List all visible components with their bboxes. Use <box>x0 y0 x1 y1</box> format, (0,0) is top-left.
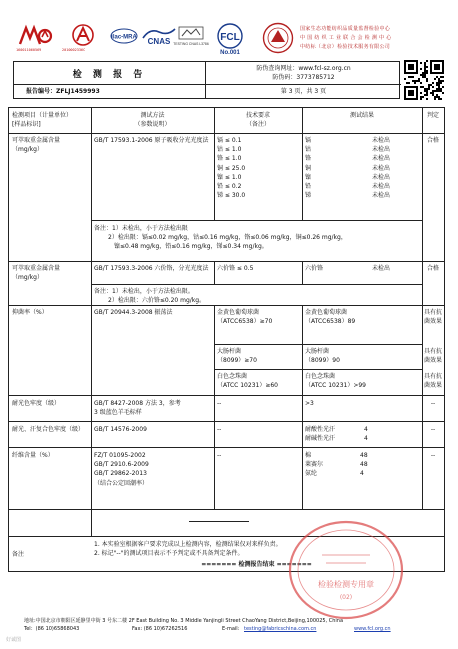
svg-text:(02): (02) <box>339 594 353 601</box>
req-pb: 铅 ≤ 0.2 <box>217 183 242 191</box>
footer-fax: Fax: (86 10)67262516 <box>132 626 188 632</box>
lightfast-item: 耐光色牢度（级） <box>12 400 61 407</box>
report-number <box>14 85 206 99</box>
sweat-requirement: -- <box>217 426 222 433</box>
heavy-metal-requirements <box>217 136 301 200</box>
antibacterial-verdict-3: 具有抗 菌效果 <box>423 373 442 390</box>
chromium-verdict: 合格 <box>426 265 439 272</box>
result-row: 钴 未检出 <box>305 146 391 154</box>
svg-text:ilac-MRA: ilac-MRA <box>111 34 137 41</box>
sweat-method: GB/T 14576-2009 <box>94 426 147 433</box>
antibacterial-verdict-2: 具有抗 菌效果 <box>423 348 442 365</box>
svg-text:CNAS: CNAS <box>147 37 171 46</box>
antibacterial-res-3: 白色念珠菌 （ATCC 10231）>99 <box>305 373 366 390</box>
cma-number: 160011060569 <box>16 48 42 52</box>
chromium-method: GB/T 17593.3-2006 六价铬，分光光度法 <box>94 265 209 272</box>
result-row: 锑 未检出 <box>305 192 391 200</box>
certification-logos <box>16 22 256 58</box>
anti-counterfeit-info <box>206 62 401 85</box>
svg-text:检验检测专用章: 检验检测专用章 <box>318 580 374 589</box>
testing-icon <box>173 26 209 48</box>
heavy-metal-verdict: 合格 <box>426 137 439 144</box>
code-label: 防伪码： <box>272 74 297 81</box>
antibacterial-res-2: 大肠杆菌 （8099）90 <box>305 348 340 365</box>
org-seal-icon <box>262 22 294 54</box>
sweat-verdict: -- <box>430 426 436 433</box>
result-row: 铬 未检出 <box>305 155 391 163</box>
fcl-icon <box>212 22 248 56</box>
fiber-result-lyocell: 莱赛尔 48 <box>305 461 368 468</box>
req-co: 钴 ≤ 1.0 <box>217 146 242 154</box>
req-sb: 锑 ≤ 30.0 <box>217 192 246 200</box>
header-item: 检测项目（计量单位） [样品标识] <box>12 112 73 129</box>
antibacterial-req-1: 金黄色葡萄球菌 （ATCC6538）≥70 <box>217 309 273 326</box>
sweat-result-alkali: 耐碱性光汗 4 <box>305 435 368 442</box>
report-number-value: ZFLJ1459993 <box>56 88 100 95</box>
req-cu: 铜 ≤ 25.0 <box>217 164 246 172</box>
svg-text:FCL: FCL <box>220 32 240 43</box>
chromium-note: 备注：1）未检出，小于方法检出限。 2）检出限：六价铬≤0.20 mg/kg。 <box>94 288 206 305</box>
qr-code-icon[interactable] <box>404 60 444 100</box>
org-line-1: 国家生态功能纺织品质量监督检验中心 <box>300 26 391 32</box>
antibacterial-req-2: 大肠杆菌 （8099）≥70 <box>217 348 257 365</box>
org-line-3: 中纺标（北京）检验技术服务有限公司 <box>300 44 391 50</box>
antibacterial-verdict-1: 具有抗 菌效果 <box>423 309 442 326</box>
chromium-item: 可萃取重金属含量 （mg/kg） <box>12 265 61 282</box>
req-cd: 镉 ≤ 0.1 <box>217 137 242 144</box>
sweat-item: 耐光、汗复合色牢度（级） <box>12 426 85 433</box>
svg-text:TESTING CNAS L3786: TESTING CNAS L3786 <box>173 42 209 46</box>
remarks-label: 备注 <box>12 551 25 558</box>
header-requirement: 技术要求 （备注） <box>245 112 270 129</box>
footer-tel: Tel：(86 10)65868043 <box>24 626 80 632</box>
fiber-item: 纤维含量（%） <box>12 452 54 459</box>
req-ni: 镍 ≤ 1.0 <box>217 173 242 181</box>
page-indicator: 第 3 页，共 3 页 <box>280 88 327 95</box>
lightfast-requirement: -- <box>217 400 222 407</box>
watermark: 好诚图 <box>6 637 22 643</box>
a-number: 2010002336C <box>62 48 86 52</box>
antibacterial-req-3: 白色念珠菌 （ATCC 10231）≥60 <box>217 373 278 390</box>
heavy-metal-results <box>302 136 422 202</box>
report-title: 检 测 报 告 <box>14 62 206 85</box>
remarks-text: 1. 本实验室根据客户要求完成以上检测内容，检测结果仅对来样负责。 2. 标记"--"的测试项目表示不予判定或不具备判定条件。 <box>94 541 282 558</box>
result-row: 镉 未检出 <box>305 137 391 144</box>
header-verdict: 判定 <box>426 112 439 119</box>
svg-text:No.001: No.001 <box>220 50 240 56</box>
result-row: 镍 未检出 <box>305 173 391 181</box>
antibacterial-item: 抑菌率（%） <box>12 309 48 316</box>
fiber-methods: FZ/T 01095-2002 GB/T 2910.6-2009 GB/T 29862-2013 （结合公定回潮率） <box>94 452 149 487</box>
inspection-seal-icon <box>282 515 410 625</box>
fiber-result-cotton: 棉 48 <box>305 452 368 459</box>
footer-address: 地址:中国北京市朝阳区延静里中街 3 号东二楼 2F East Building No. 3 Middle Yanjingli Street ChaoYang District,Beijing,100025, China <box>24 618 344 624</box>
code-value: 3773785712 <box>296 74 335 81</box>
antibacterial-res-1: 金黄色葡萄球菌 （ATCC6538）89 <box>305 309 356 326</box>
req-cr: 铬 ≤ 1.0 <box>217 155 242 163</box>
org-line-2: 中 国 纺 织 工 业 联 合 会 检 测 中 心 <box>300 35 392 41</box>
heavy-metal-note: 备注：1）未检出，小于方法检出限 2）检出限：镉≤0.02 mg/kg，钴≤0.16 mg/kg，铬≤0.06 mg/kg，铜≤0.26 mg/kg， 镍≤0.48 mg/kg，铅≤0.16 mg/kg，锑≤0.34 mg/kg。 <box>94 225 347 251</box>
test-results-table <box>8 107 445 572</box>
fiber-verdict: -- <box>430 452 436 459</box>
a-seal-icon <box>72 24 94 46</box>
report-end: ======= 检测报告结束 ======= <box>201 561 312 568</box>
chromium-result: 六价铬 未检出 <box>305 265 391 272</box>
fiber-result-spandex: 氨纶 4 <box>305 470 364 477</box>
report-info-table <box>13 61 400 99</box>
heavy-metal-item: 可萃取重金属含量 （mg/kg） <box>12 137 61 154</box>
web-label: 防伪查询网址： <box>256 65 299 72</box>
header-result: 测试结果 <box>349 112 374 119</box>
cnas-icon <box>142 26 176 46</box>
cma-icon <box>18 26 52 46</box>
header-method: 测试方法 （参数说明） <box>134 112 171 129</box>
ilac-icon <box>110 28 138 44</box>
antibacterial-method: GB/T 20944.3-2008 振荡法 <box>94 309 173 316</box>
fiber-requirement: -- <box>217 452 222 459</box>
organization-block <box>262 22 448 56</box>
footer-website[interactable]: www.fcl.org.cn <box>354 626 391 632</box>
footer <box>24 617 444 633</box>
report-number-label: 报告编号： <box>26 88 57 95</box>
web-value[interactable]: www.fcl-sz.org.cn <box>298 65 351 72</box>
footer-email-label: E-mail: <box>222 626 240 632</box>
result-row: 铜 未检出 <box>305 164 391 172</box>
result-row: 铅 未检出 <box>305 183 391 190</box>
chromium-requirement: 六价铬 ≤ 0.5 <box>217 265 254 272</box>
lightfast-method: GB/T 8427-2008 方法 3，参考 3 级蓝色羊毛标样 <box>94 400 181 417</box>
sweat-result-acid: 耐酸性光汗 4 <box>305 426 368 433</box>
lightfast-result: >3 <box>305 400 314 407</box>
lightfast-verdict: -- <box>430 400 436 407</box>
heavy-metal-method: GB/T 17593.1-2006 原子吸收分光光度法 <box>94 137 209 144</box>
footer-email[interactable]: testing@fabricschina.com.cn <box>244 626 317 632</box>
